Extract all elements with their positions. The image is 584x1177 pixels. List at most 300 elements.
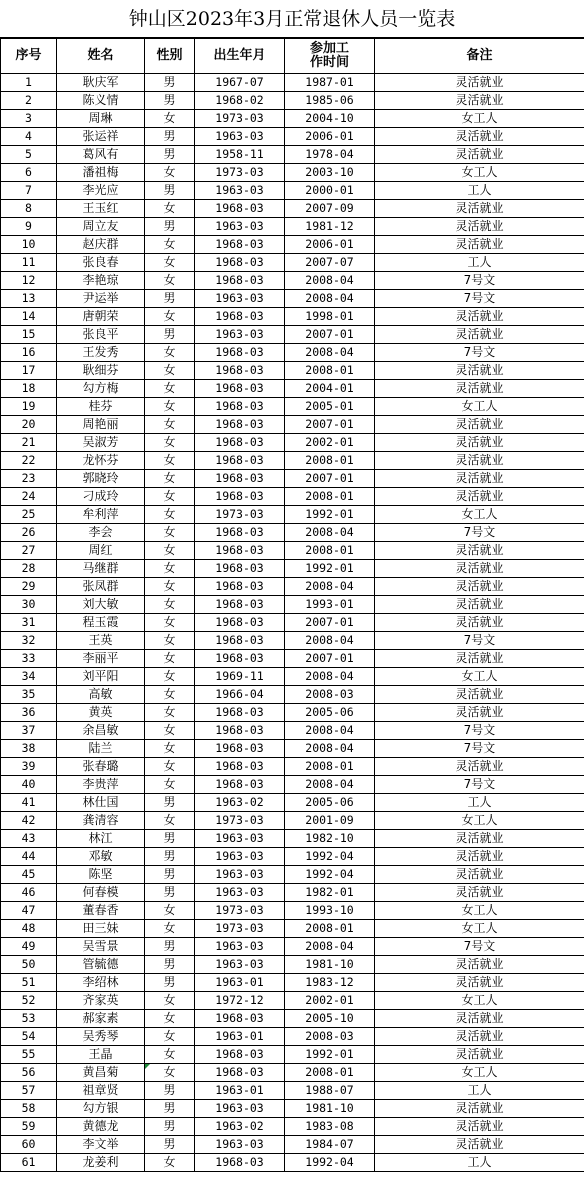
cell-index: 49 xyxy=(1,938,57,956)
cell-birth: 1967-07 xyxy=(195,74,285,92)
table-row xyxy=(1,1028,584,1046)
cell-note: 灵活就业 xyxy=(375,578,584,596)
cell-name: 张良春 xyxy=(57,254,145,272)
cell-index: 9 xyxy=(1,218,57,236)
cell-birth: 1968-03 xyxy=(195,344,285,362)
cell-work-start: 1992-01 xyxy=(285,506,375,524)
cell-name: 田三妹 xyxy=(57,920,145,938)
cell-index: 13 xyxy=(1,290,57,308)
cell-gender: 女 xyxy=(145,686,195,704)
cell-work-start: 2008-01 xyxy=(285,1064,375,1082)
cell-work-start: 2008-01 xyxy=(285,452,375,470)
cell-name: 高敏 xyxy=(57,686,145,704)
cell-gender: 女 xyxy=(145,992,195,1010)
table-row xyxy=(1,650,584,668)
cell-birth: 1968-03 xyxy=(195,362,285,380)
table-row xyxy=(1,146,584,164)
cell-note: 灵活就业 xyxy=(375,1046,584,1064)
header-work-start: 参加工作时间 xyxy=(285,39,375,74)
cell-work-start: 2002-01 xyxy=(285,992,375,1010)
cell-birth: 1968-03 xyxy=(195,776,285,794)
cell-work-start: 2007-01 xyxy=(285,416,375,434)
cell-index: 51 xyxy=(1,974,57,992)
cell-note: 灵活就业 xyxy=(375,200,584,218)
table-row xyxy=(1,974,584,992)
table-row xyxy=(1,776,584,794)
cell-index: 30 xyxy=(1,596,57,614)
cell-gender: 女 xyxy=(145,1046,195,1064)
cell-gender: 女 xyxy=(145,668,195,686)
cell-name: 林仕国 xyxy=(57,794,145,812)
header-index: 序号 xyxy=(1,39,57,74)
cell-name: 吴淑芳 xyxy=(57,434,145,452)
cell-note: 灵活就业 xyxy=(375,128,584,146)
cell-birth: 1973-03 xyxy=(195,812,285,830)
cell-gender: 女 xyxy=(145,416,195,434)
cell-note: 女工人 xyxy=(375,668,584,686)
cell-birth: 1973-03 xyxy=(195,506,285,524)
table-row xyxy=(1,1100,584,1118)
table-row xyxy=(1,254,584,272)
cell-name: 李艳琼 xyxy=(57,272,145,290)
table-row xyxy=(1,1010,584,1028)
cell-work-start: 1981-12 xyxy=(285,218,375,236)
cell-birth: 1958-11 xyxy=(195,146,285,164)
cell-work-start: 2008-01 xyxy=(285,488,375,506)
cell-gender: 女 xyxy=(145,776,195,794)
cell-birth: 1968-03 xyxy=(195,578,285,596)
cell-birth: 1963-02 xyxy=(195,794,285,812)
cell-work-start: 2008-01 xyxy=(285,920,375,938)
cell-birth: 1968-03 xyxy=(195,596,285,614)
cell-name: 程玉霞 xyxy=(57,614,145,632)
table-row xyxy=(1,812,584,830)
cell-index: 37 xyxy=(1,722,57,740)
cell-gender: 女 xyxy=(145,470,195,488)
table-row xyxy=(1,830,584,848)
table-row xyxy=(1,560,584,578)
cell-index: 22 xyxy=(1,452,57,470)
cell-birth: 1963-03 xyxy=(195,1136,285,1154)
table-row xyxy=(1,686,584,704)
cell-work-start: 1993-01 xyxy=(285,596,375,614)
table-row xyxy=(1,1154,584,1172)
table-row xyxy=(1,740,584,758)
cell-work-start: 2007-01 xyxy=(285,326,375,344)
table-row xyxy=(1,866,584,884)
cell-work-start: 1985-06 xyxy=(285,92,375,110)
cell-work-start: 2007-01 xyxy=(285,650,375,668)
cell-work-start: 1988-07 xyxy=(285,1082,375,1100)
cell-note: 7号文 xyxy=(375,740,584,758)
cell-index: 2 xyxy=(1,92,57,110)
cell-birth: 1968-03 xyxy=(195,398,285,416)
cell-work-start: 2006-01 xyxy=(285,128,375,146)
cell-birth: 1968-03 xyxy=(195,1010,285,1028)
cell-index: 54 xyxy=(1,1028,57,1046)
cell-gender: 女 xyxy=(145,398,195,416)
cell-work-start: 2008-01 xyxy=(285,758,375,776)
cell-work-start: 2007-07 xyxy=(285,254,375,272)
cell-gender: 女 xyxy=(145,704,195,722)
cell-gender: 女 xyxy=(145,1154,195,1172)
cell-gender: 女 xyxy=(145,308,195,326)
table-row xyxy=(1,992,584,1010)
cell-note: 灵活就业 xyxy=(375,866,584,884)
cell-note: 灵活就业 xyxy=(375,92,584,110)
cell-note: 女工人 xyxy=(375,110,584,128)
cell-name: 勾方银 xyxy=(57,1100,145,1118)
cell-work-start: 1992-04 xyxy=(285,866,375,884)
cell-work-start: 2000-01 xyxy=(285,182,375,200)
cell-gender: 女 xyxy=(145,1064,195,1082)
cell-gender: 男 xyxy=(145,848,195,866)
cell-work-start: 1992-04 xyxy=(285,848,375,866)
cell-birth: 1963-03 xyxy=(195,1100,285,1118)
cell-index: 33 xyxy=(1,650,57,668)
cell-gender: 男 xyxy=(145,1136,195,1154)
cell-birth: 1968-03 xyxy=(195,740,285,758)
cell-work-start: 2005-01 xyxy=(285,398,375,416)
cell-work-start: 2008-04 xyxy=(285,344,375,362)
cell-name: 龙姜利 xyxy=(57,1154,145,1172)
cell-note: 灵活就业 xyxy=(375,830,584,848)
table-row xyxy=(1,452,584,470)
cell-name: 马继群 xyxy=(57,560,145,578)
cell-index: 34 xyxy=(1,668,57,686)
table-row xyxy=(1,1082,584,1100)
cell-index: 18 xyxy=(1,380,57,398)
table-row xyxy=(1,542,584,560)
cell-gender: 女 xyxy=(145,452,195,470)
retirement-table xyxy=(0,38,584,1172)
cell-name: 黄德龙 xyxy=(57,1118,145,1136)
cell-note: 女工人 xyxy=(375,398,584,416)
cell-index: 7 xyxy=(1,182,57,200)
cell-birth: 1963-03 xyxy=(195,128,285,146)
cell-note: 灵活就业 xyxy=(375,758,584,776)
cell-gender: 女 xyxy=(145,578,195,596)
cell-birth: 1963-03 xyxy=(195,956,285,974)
cell-name: 李会 xyxy=(57,524,145,542)
cell-note: 女工人 xyxy=(375,992,584,1010)
cell-work-start: 1982-01 xyxy=(285,884,375,902)
cell-note: 工人 xyxy=(375,794,584,812)
cell-note: 灵活就业 xyxy=(375,596,584,614)
cell-index: 20 xyxy=(1,416,57,434)
cell-index: 35 xyxy=(1,686,57,704)
cell-gender: 女 xyxy=(145,596,195,614)
cell-birth: 1968-03 xyxy=(195,632,285,650)
table-body xyxy=(1,74,584,1172)
cell-gender: 女 xyxy=(145,1028,195,1046)
cell-birth: 1968-03 xyxy=(195,722,285,740)
cell-note: 7号文 xyxy=(375,344,584,362)
cell-note: 灵活就业 xyxy=(375,974,584,992)
cell-gender: 女 xyxy=(145,488,195,506)
cell-name: 耿庆军 xyxy=(57,74,145,92)
cell-work-start: 1987-01 xyxy=(285,74,375,92)
cell-work-start: 2008-04 xyxy=(285,524,375,542)
table-row xyxy=(1,218,584,236)
cell-birth: 1963-03 xyxy=(195,884,285,902)
cell-gender: 男 xyxy=(145,182,195,200)
cell-name: 齐家英 xyxy=(57,992,145,1010)
cell-name: 管毓德 xyxy=(57,956,145,974)
cell-work-start: 1978-04 xyxy=(285,146,375,164)
cell-gender: 男 xyxy=(145,290,195,308)
cell-gender: 女 xyxy=(145,722,195,740)
cell-birth: 1963-03 xyxy=(195,326,285,344)
cell-work-start: 1993-10 xyxy=(285,902,375,920)
cell-name: 王英 xyxy=(57,632,145,650)
cell-note: 女工人 xyxy=(375,920,584,938)
table-row xyxy=(1,506,584,524)
cell-gender: 男 xyxy=(145,128,195,146)
cell-birth: 1968-03 xyxy=(195,434,285,452)
cell-note: 灵活就业 xyxy=(375,1118,584,1136)
cell-note: 灵活就业 xyxy=(375,308,584,326)
cell-name: 周立友 xyxy=(57,218,145,236)
table-row xyxy=(1,938,584,956)
cell-gender: 男 xyxy=(145,146,195,164)
cell-index: 11 xyxy=(1,254,57,272)
cell-birth: 1968-03 xyxy=(195,704,285,722)
cell-name: 黄英 xyxy=(57,704,145,722)
table-row xyxy=(1,416,584,434)
cell-work-start: 2008-01 xyxy=(285,362,375,380)
cell-birth: 1963-03 xyxy=(195,218,285,236)
cell-index: 12 xyxy=(1,272,57,290)
cell-gender: 女 xyxy=(145,542,195,560)
cell-note: 女工人 xyxy=(375,1064,584,1082)
cell-work-start: 2008-03 xyxy=(285,1028,375,1046)
cell-birth: 1968-03 xyxy=(195,380,285,398)
cell-index: 27 xyxy=(1,542,57,560)
cell-work-start: 1992-04 xyxy=(285,1154,375,1172)
cell-index: 43 xyxy=(1,830,57,848)
cell-work-start: 1982-10 xyxy=(285,830,375,848)
cell-birth: 1968-03 xyxy=(195,470,285,488)
cell-name: 李绍林 xyxy=(57,974,145,992)
cell-work-start: 2008-04 xyxy=(285,776,375,794)
cell-work-start: 2008-04 xyxy=(285,740,375,758)
cell-index: 52 xyxy=(1,992,57,1010)
cell-gender: 女 xyxy=(145,758,195,776)
table-row xyxy=(1,470,584,488)
cell-note: 灵活就业 xyxy=(375,956,584,974)
cell-work-start: 2001-09 xyxy=(285,812,375,830)
cell-note: 7号文 xyxy=(375,272,584,290)
cell-note: 女工人 xyxy=(375,902,584,920)
cell-name: 陈坚 xyxy=(57,866,145,884)
table-row xyxy=(1,596,584,614)
table-row xyxy=(1,956,584,974)
cell-note: 7号文 xyxy=(375,938,584,956)
cell-index: 28 xyxy=(1,560,57,578)
table-row xyxy=(1,74,584,92)
table-row xyxy=(1,722,584,740)
cell-work-start: 2008-04 xyxy=(285,290,375,308)
table-row xyxy=(1,920,584,938)
cell-birth: 1968-03 xyxy=(195,200,285,218)
cell-name: 李贵萍 xyxy=(57,776,145,794)
cell-gender: 男 xyxy=(145,794,195,812)
table-row xyxy=(1,848,584,866)
cell-note: 灵活就业 xyxy=(375,488,584,506)
cell-note: 灵活就业 xyxy=(375,614,584,632)
cell-index: 46 xyxy=(1,884,57,902)
table-row xyxy=(1,578,584,596)
cell-note: 工人 xyxy=(375,254,584,272)
cell-note: 灵活就业 xyxy=(375,542,584,560)
cell-gender: 女 xyxy=(145,254,195,272)
cell-gender: 男 xyxy=(145,1100,195,1118)
header-gender: 性别 xyxy=(145,39,195,74)
cell-birth: 1963-03 xyxy=(195,848,285,866)
cell-work-start: 1984-07 xyxy=(285,1136,375,1154)
cell-gender: 男 xyxy=(145,866,195,884)
cell-name: 李丽平 xyxy=(57,650,145,668)
cell-name: 张凤群 xyxy=(57,578,145,596)
table-row xyxy=(1,1046,584,1064)
cell-name: 张良平 xyxy=(57,326,145,344)
cell-index: 29 xyxy=(1,578,57,596)
cell-index: 24 xyxy=(1,488,57,506)
cell-note: 灵活就业 xyxy=(375,848,584,866)
cell-note: 灵活就业 xyxy=(375,326,584,344)
cell-birth: 1968-03 xyxy=(195,1154,285,1172)
table-title: 钟山区2023年3月正常退休人员一览表 xyxy=(0,0,584,38)
cell-birth: 1968-03 xyxy=(195,614,285,632)
cell-birth: 1968-03 xyxy=(195,308,285,326)
cell-index: 32 xyxy=(1,632,57,650)
cell-gender: 男 xyxy=(145,218,195,236)
cell-name: 张春璐 xyxy=(57,758,145,776)
cell-name: 周红 xyxy=(57,542,145,560)
cell-work-start: 2003-10 xyxy=(285,164,375,182)
table-row xyxy=(1,110,584,128)
cell-birth: 1973-03 xyxy=(195,110,285,128)
cell-index: 50 xyxy=(1,956,57,974)
cell-gender: 男 xyxy=(145,1082,195,1100)
table-row xyxy=(1,92,584,110)
cell-birth: 1968-03 xyxy=(195,254,285,272)
cell-index: 4 xyxy=(1,128,57,146)
cell-name: 尹运举 xyxy=(57,290,145,308)
table-row xyxy=(1,1064,584,1082)
cell-index: 40 xyxy=(1,776,57,794)
table-row xyxy=(1,758,584,776)
cell-note: 灵活就业 xyxy=(375,236,584,254)
cell-index: 42 xyxy=(1,812,57,830)
table-row xyxy=(1,884,584,902)
table-row xyxy=(1,704,584,722)
table-row xyxy=(1,668,584,686)
cell-birth: 1968-03 xyxy=(195,236,285,254)
cell-name: 耿细芬 xyxy=(57,362,145,380)
cell-gender: 女 xyxy=(145,632,195,650)
cell-gender: 女 xyxy=(145,506,195,524)
table-row xyxy=(1,524,584,542)
cell-birth: 1969-11 xyxy=(195,668,285,686)
cell-gender: 女 xyxy=(145,344,195,362)
cell-work-start: 2005-10 xyxy=(285,1010,375,1028)
cell-name: 黄昌菊 xyxy=(57,1064,145,1082)
cell-birth: 1963-01 xyxy=(195,1082,285,1100)
cell-note: 灵活就业 xyxy=(375,1028,584,1046)
cell-gender: 男 xyxy=(145,830,195,848)
cell-work-start: 2008-01 xyxy=(285,542,375,560)
cell-name: 桂芬 xyxy=(57,398,145,416)
cell-birth: 1963-02 xyxy=(195,1118,285,1136)
cell-index: 17 xyxy=(1,362,57,380)
table-row xyxy=(1,290,584,308)
cell-name: 郭晓玲 xyxy=(57,470,145,488)
cell-name: 余昌敏 xyxy=(57,722,145,740)
cell-name: 刘平阳 xyxy=(57,668,145,686)
cell-index: 16 xyxy=(1,344,57,362)
cell-note: 工人 xyxy=(375,1154,584,1172)
table-row xyxy=(1,902,584,920)
cell-work-start: 1992-01 xyxy=(285,1046,375,1064)
cell-index: 44 xyxy=(1,848,57,866)
cell-gender: 女 xyxy=(145,380,195,398)
cell-name: 祖章贤 xyxy=(57,1082,145,1100)
cell-index: 3 xyxy=(1,110,57,128)
cell-birth: 1973-03 xyxy=(195,920,285,938)
cell-gender: 女 xyxy=(145,560,195,578)
cell-work-start: 2004-01 xyxy=(285,380,375,398)
table-row xyxy=(1,614,584,632)
cell-note: 灵活就业 xyxy=(375,884,584,902)
cell-gender: 女 xyxy=(145,236,195,254)
cell-gender: 男 xyxy=(145,74,195,92)
table-row xyxy=(1,272,584,290)
cell-gender: 男 xyxy=(145,326,195,344)
cell-name: 龙怀芬 xyxy=(57,452,145,470)
table-row xyxy=(1,632,584,650)
cell-work-start: 2008-04 xyxy=(285,668,375,686)
cell-index: 1 xyxy=(1,74,57,92)
cell-index: 14 xyxy=(1,308,57,326)
cell-gender: 女 xyxy=(145,650,195,668)
cell-index: 45 xyxy=(1,866,57,884)
cell-index: 55 xyxy=(1,1046,57,1064)
cell-birth: 1968-02 xyxy=(195,92,285,110)
table-row xyxy=(1,398,584,416)
cell-gender: 女 xyxy=(145,1010,195,1028)
cell-work-start: 1981-10 xyxy=(285,956,375,974)
cell-name: 王发秀 xyxy=(57,344,145,362)
cell-name: 吴雪景 xyxy=(57,938,145,956)
cell-note: 灵活就业 xyxy=(375,1100,584,1118)
cell-index: 61 xyxy=(1,1154,57,1172)
cell-name: 葛风有 xyxy=(57,146,145,164)
cell-birth: 1968-03 xyxy=(195,542,285,560)
table-row xyxy=(1,434,584,452)
cell-name: 王玉红 xyxy=(57,200,145,218)
cell-name: 李光应 xyxy=(57,182,145,200)
cell-note: 7号文 xyxy=(375,722,584,740)
table-row xyxy=(1,182,584,200)
cell-index: 59 xyxy=(1,1118,57,1136)
cell-work-start: 2008-04 xyxy=(285,632,375,650)
cell-name: 林江 xyxy=(57,830,145,848)
cell-name: 李文举 xyxy=(57,1136,145,1154)
cell-note: 工人 xyxy=(375,1082,584,1100)
cell-work-start: 1981-10 xyxy=(285,1100,375,1118)
